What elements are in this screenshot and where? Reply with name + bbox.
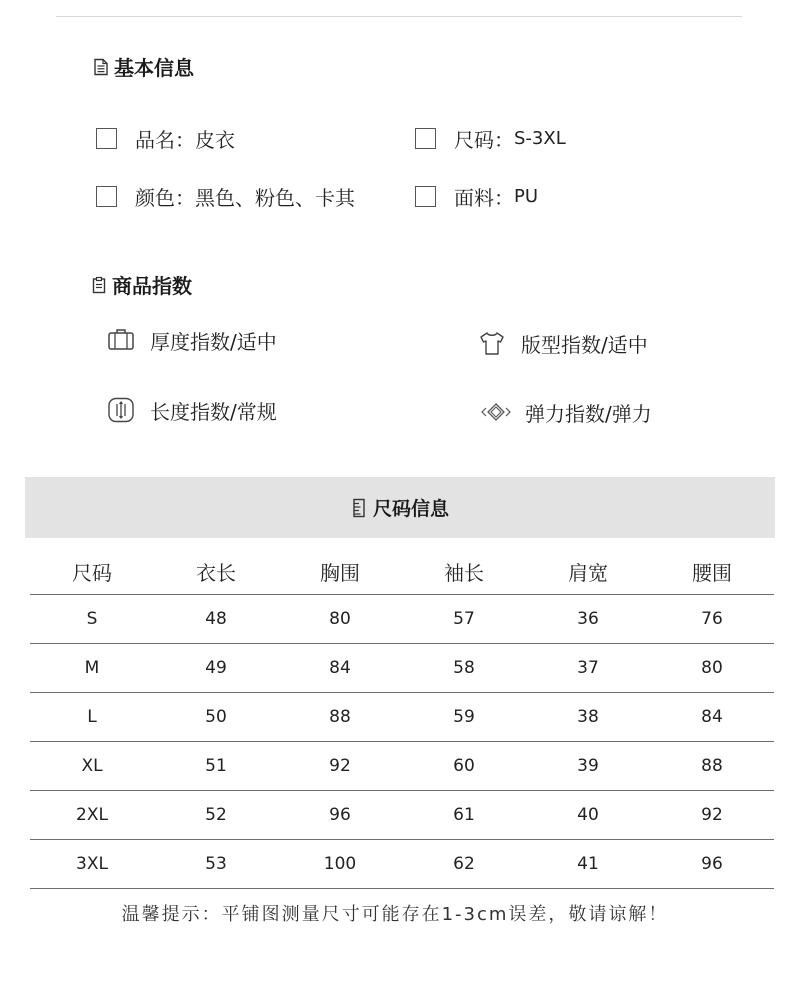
ruler-icon xyxy=(351,498,367,518)
attr-name-label: 品名： xyxy=(135,128,195,152)
table-row xyxy=(30,791,774,840)
table-cell: L xyxy=(30,693,154,742)
size-table xyxy=(30,548,774,889)
table-cell: 92 xyxy=(650,791,774,840)
attr-name xyxy=(96,124,235,153)
attr-name-value: 皮衣 xyxy=(195,128,235,152)
attr-color-value: 黑色、粉色、卡其 xyxy=(195,186,355,210)
size-info-title: 尺码信息 xyxy=(372,498,449,520)
table-cell: 88 xyxy=(278,693,402,742)
attr-material-value: PU xyxy=(514,186,539,207)
attr-material-label: 面料： xyxy=(454,186,514,210)
table-row xyxy=(30,840,774,889)
attr-size-value: S-3XL xyxy=(514,128,566,149)
bag-icon xyxy=(106,325,136,355)
table-cell: 37 xyxy=(526,644,650,693)
table-cell: 84 xyxy=(650,693,774,742)
table-cell: 48 xyxy=(154,595,278,644)
document-icon xyxy=(92,58,110,76)
table-cell: 80 xyxy=(650,644,774,693)
basic-info-title-text: 基本信息 xyxy=(114,56,194,80)
table-cell: 88 xyxy=(650,742,774,791)
table-cell: 36 xyxy=(526,595,650,644)
size-info-header xyxy=(25,477,775,538)
table-cell: 60 xyxy=(402,742,526,791)
table-cell: 50 xyxy=(154,693,278,742)
product-index-title xyxy=(90,270,192,299)
index-length xyxy=(106,395,277,425)
table-cell: XL xyxy=(30,742,154,791)
index-fit xyxy=(477,328,648,358)
table-cell: 40 xyxy=(526,791,650,840)
header-cell: 胸围 xyxy=(278,548,402,595)
clipboard-icon xyxy=(90,276,108,294)
attr-material xyxy=(415,182,538,211)
basic-info-title xyxy=(92,52,194,81)
table-cell: S xyxy=(30,595,154,644)
header-cell: 衣长 xyxy=(154,548,278,595)
tshirt-icon xyxy=(477,328,507,358)
table-cell: 80 xyxy=(278,595,402,644)
index-elasticity xyxy=(481,397,652,427)
table-cell: 39 xyxy=(526,742,650,791)
attr-color-label: 颜色： xyxy=(135,186,195,210)
table-cell: 57 xyxy=(402,595,526,644)
index-elasticity-text: 弹力指数/弹力 xyxy=(525,401,652,426)
size-table-header-row xyxy=(30,548,774,595)
header-cell: 肩宽 xyxy=(526,548,650,595)
index-thickness-text: 厚度指数/适中 xyxy=(150,329,277,354)
top-divider xyxy=(56,16,742,17)
table-cell: M xyxy=(30,644,154,693)
table-cell: 92 xyxy=(278,742,402,791)
product-index-title-text: 商品指数 xyxy=(112,274,192,298)
table-cell: 62 xyxy=(402,840,526,889)
table-cell: 3XL xyxy=(30,840,154,889)
checkbox-square-icon xyxy=(415,186,436,207)
measurement-tip: 温馨提示：平铺图测量尺寸可能存在1-3cm误差，敬请谅解！ xyxy=(121,904,669,925)
table-cell: 76 xyxy=(650,595,774,644)
attr-color xyxy=(96,182,355,211)
table-cell: 52 xyxy=(154,791,278,840)
table-cell: 59 xyxy=(402,693,526,742)
checkbox-square-icon xyxy=(96,186,117,207)
index-thickness xyxy=(106,325,277,355)
table-cell: 61 xyxy=(402,791,526,840)
table-cell: 100 xyxy=(278,840,402,889)
table-cell: 49 xyxy=(154,644,278,693)
ruler-length-icon xyxy=(106,395,136,425)
table-cell: 38 xyxy=(526,693,650,742)
table-cell: 84 xyxy=(278,644,402,693)
table-cell: 58 xyxy=(402,644,526,693)
table-cell: 96 xyxy=(650,840,774,889)
elastic-diamond-icon xyxy=(481,397,511,427)
table-row xyxy=(30,693,774,742)
attr-size-label: 尺码： xyxy=(454,128,514,152)
index-fit-text: 版型指数/适中 xyxy=(521,332,648,357)
table-cell: 51 xyxy=(154,742,278,791)
table-cell: 2XL xyxy=(30,791,154,840)
table-row xyxy=(30,742,774,791)
checkbox-square-icon xyxy=(415,128,436,149)
checkbox-square-icon xyxy=(96,128,117,149)
header-cell: 腰围 xyxy=(650,548,774,595)
table-row xyxy=(30,595,774,644)
index-length-text: 长度指数/常规 xyxy=(150,399,277,424)
table-cell: 41 xyxy=(526,840,650,889)
attr-size xyxy=(415,124,566,153)
header-cell: 袖长 xyxy=(402,548,526,595)
table-cell: 96 xyxy=(278,791,402,840)
table-row xyxy=(30,644,774,693)
table-cell: 53 xyxy=(154,840,278,889)
header-cell: 尺码 xyxy=(30,548,154,595)
